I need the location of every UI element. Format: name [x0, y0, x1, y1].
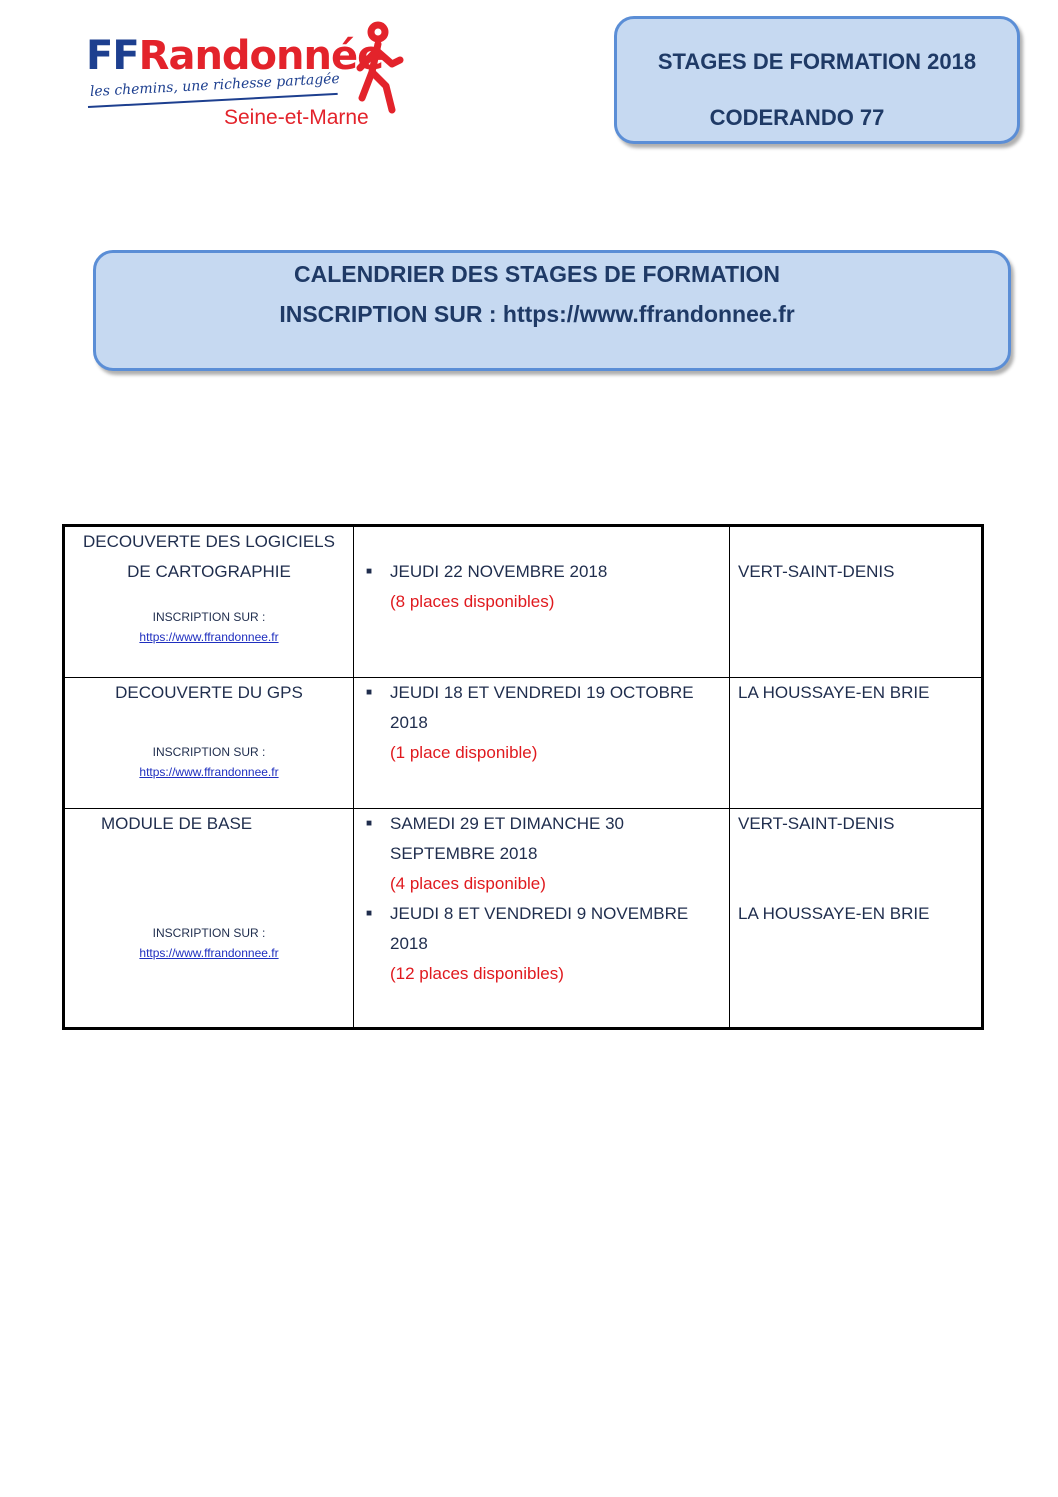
stage-location: VERT-SAINT-DENIS — [738, 562, 895, 581]
calendar-inscription: INSCRIPTION SUR : https://www.ffrandonnee.fr — [279, 301, 795, 327]
table-row — [64, 809, 983, 1029]
header-box — [614, 16, 1020, 144]
places-available: (8 places disponibles) — [390, 592, 555, 611]
stage-name-cell — [64, 678, 354, 809]
logo-tagline: les chemins, une richesse partagée — [89, 70, 341, 100]
places-available: (4 places disponible) — [390, 874, 546, 893]
stage-date: SEPTEMBRE 2018 — [390, 844, 538, 863]
stage-dates-cell — [354, 809, 730, 1029]
stage-date: JEUDI 22 NOVEMBRE 2018 — [390, 562, 608, 581]
inscription-label: INSCRIPTION SUR : — [152, 745, 266, 759]
table-row — [64, 526, 983, 678]
ffrandonnee-logo — [86, 20, 406, 135]
stages-table — [62, 524, 984, 1030]
inscription-link[interactable]: https://www.ffrandonnee.fr — [139, 630, 279, 644]
stage-location: LA HOUSSAYE-EN BRIE — [738, 683, 930, 702]
stage-title: DECOUVERTE DES LOGICIELS — [83, 532, 335, 551]
inscription-link[interactable]: https://www.ffrandonnee.fr — [139, 946, 279, 960]
bullet-icon: ■ — [366, 687, 373, 698]
places-available: (12 places disponibles) — [390, 964, 564, 983]
inscription-link[interactable]: https://www.ffrandonnee.fr — [139, 765, 279, 779]
calendar-title: CALENDRIER DES STAGES DE FORMATION — [294, 261, 780, 287]
inscription-label: INSCRIPTION SUR : — [152, 926, 266, 940]
stage-date: 2018 — [390, 713, 428, 732]
header-title: STAGES DE FORMATION 2018 — [657, 49, 977, 74]
calendar-title-box — [93, 250, 1011, 371]
inscription-label: INSCRIPTION SUR : — [152, 610, 266, 624]
stage-title: MODULE DE BASE — [101, 814, 253, 833]
stage-date: SAMEDI 29 ET DIMANCHE 30 — [390, 814, 624, 833]
stage-location-cell — [730, 809, 983, 1029]
stage-date: JEUDI 8 ET VENDREDI 9 NOVEMBRE — [390, 904, 689, 923]
bullet-icon: ■ — [366, 818, 373, 829]
table-row — [64, 678, 983, 809]
header-subtitle: CODERANDO 77 — [709, 105, 885, 130]
hiker-icon — [348, 20, 408, 120]
logo-wordmark: FFRandonnée — [86, 33, 384, 79]
stage-location: VERT-SAINT-DENIS — [738, 814, 895, 833]
bullet-icon: ■ — [366, 908, 373, 919]
stage-title: DE CARTOGRAPHIE — [127, 562, 291, 581]
stage-title: DECOUVERTE DU GPS — [115, 683, 303, 702]
stage-location-cell — [730, 678, 983, 809]
bullet-icon: ■ — [366, 566, 373, 577]
logo-region: Seine-et-Marne — [224, 106, 369, 129]
stage-location: LA HOUSSAYE-EN BRIE — [738, 904, 930, 923]
stage-dates-cell — [354, 678, 730, 809]
stage-dates-cell — [354, 526, 730, 678]
stage-name-cell — [64, 526, 354, 678]
stage-name-cell — [64, 809, 354, 1029]
stage-date: JEUDI 18 ET VENDREDI 19 OCTOBRE — [390, 683, 694, 702]
stage-date: 2018 — [390, 934, 428, 953]
stage-location-cell — [730, 526, 983, 678]
places-available: (1 place disponible) — [390, 743, 538, 762]
